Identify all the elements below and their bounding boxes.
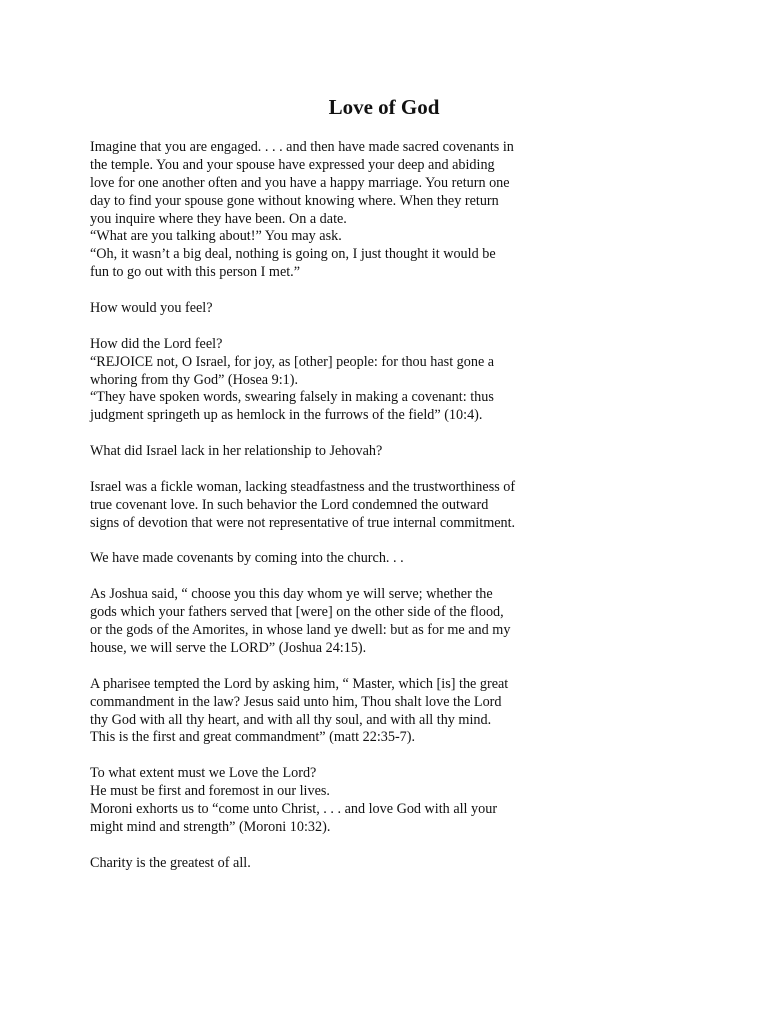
paragraph bbox=[90, 443, 560, 461]
document-title: Love of God bbox=[328, 95, 440, 119]
text-line: As Joshua said, “ choose you this day whom ye will serve; whether the bbox=[90, 586, 493, 603]
text-line: “They have spoken words, swearing falsely in making a covenant: thus bbox=[90, 389, 494, 406]
paragraph-gap bbox=[90, 747, 560, 765]
text-line: “Oh, it wasn’t a big deal, nothing is going on, I just thought it would be bbox=[90, 246, 496, 263]
text-line: How would you feel? bbox=[90, 300, 213, 317]
paragraph bbox=[90, 479, 560, 533]
text-line: thy God with all thy heart, and with all thy soul, and with all thy mind. bbox=[90, 711, 492, 728]
paragraph-gap bbox=[90, 282, 560, 300]
text-line: To what extent must we Love the Lord? bbox=[90, 765, 317, 782]
paragraph bbox=[90, 550, 560, 568]
text-line: signs of devotion that were not representative of true internal commitment. bbox=[90, 514, 516, 531]
document-body bbox=[90, 139, 560, 873]
text-line: Charity is the greatest of all. bbox=[90, 854, 251, 871]
paragraph-gap bbox=[90, 837, 560, 855]
text-line: judgment springeth up as hemlock in the furrows of the field” (10:4). bbox=[90, 407, 483, 424]
text-line: This is the first and great commandment” (matt 22:35-7). bbox=[90, 729, 416, 746]
paragraph bbox=[90, 336, 560, 425]
text-line: A pharisee tempted the Lord by asking him, “ Master, which [is] the great bbox=[90, 675, 509, 692]
paragraph bbox=[90, 139, 560, 282]
paragraph bbox=[90, 676, 560, 748]
text-line: might mind and strength” (Moroni 10:32). bbox=[90, 818, 331, 835]
paragraph-gap bbox=[90, 658, 560, 676]
paragraph bbox=[90, 855, 560, 873]
text-line: gods which your fathers served that [were] on the other side of the flood, bbox=[90, 604, 504, 621]
text-line: whoring from thy God” (Hosea 9:1). bbox=[90, 371, 299, 388]
text-line: fun to go out with this person I met.” bbox=[90, 264, 301, 281]
text-line: How did the Lord feel? bbox=[90, 335, 223, 352]
text-line: What did Israel lack in her relationship to Jehovah? bbox=[90, 443, 383, 460]
text-line: true covenant love. In such behavior the Lord condemned the outward bbox=[90, 496, 489, 513]
text-line: Israel was a fickle woman, lacking steadfastness and the trustworthiness of bbox=[90, 478, 516, 495]
text-line: Moroni exhorts us to “come unto Christ, . . . and love God with all your bbox=[90, 800, 498, 817]
text-line: He must be first and foremost in our lives. bbox=[90, 783, 330, 800]
text-line: you inquire where they have been. On a date. bbox=[90, 210, 347, 227]
paragraph-gap bbox=[90, 318, 560, 336]
text-line: “What are you talking about!” You may ask. bbox=[90, 228, 342, 245]
paragraph bbox=[90, 586, 560, 658]
text-line: day to find your spouse gone without knowing where. When they return bbox=[90, 192, 499, 209]
paragraph bbox=[90, 765, 560, 837]
text-line: or the gods of the Amorites, in whose land ye dwell: but as for me and my bbox=[90, 622, 511, 639]
text-line: “REJOICE not, O Israel, for joy, as [other] people: for thou hast gone a bbox=[90, 353, 495, 370]
paragraph-gap bbox=[90, 425, 560, 443]
text-line: the temple. You and your spouse have expressed your deep and abiding bbox=[90, 156, 495, 173]
text-line: Imagine that you are engaged. . . . and then have made sacred covenants in bbox=[90, 139, 514, 155]
paragraph-gap bbox=[90, 533, 560, 551]
text-line: love for one another often and you have a happy marriage. You return one bbox=[90, 174, 510, 191]
paragraph-gap bbox=[90, 461, 560, 479]
text-line: commandment in the law? Jesus said unto him, Thou shalt love the Lord bbox=[90, 693, 502, 710]
paragraph bbox=[90, 300, 560, 318]
text-line: house, we will serve the LORD” (Joshua 24:15). bbox=[90, 639, 367, 656]
paragraph-gap bbox=[90, 568, 560, 586]
text-line: We have made covenants by coming into the church. . . bbox=[90, 550, 404, 567]
